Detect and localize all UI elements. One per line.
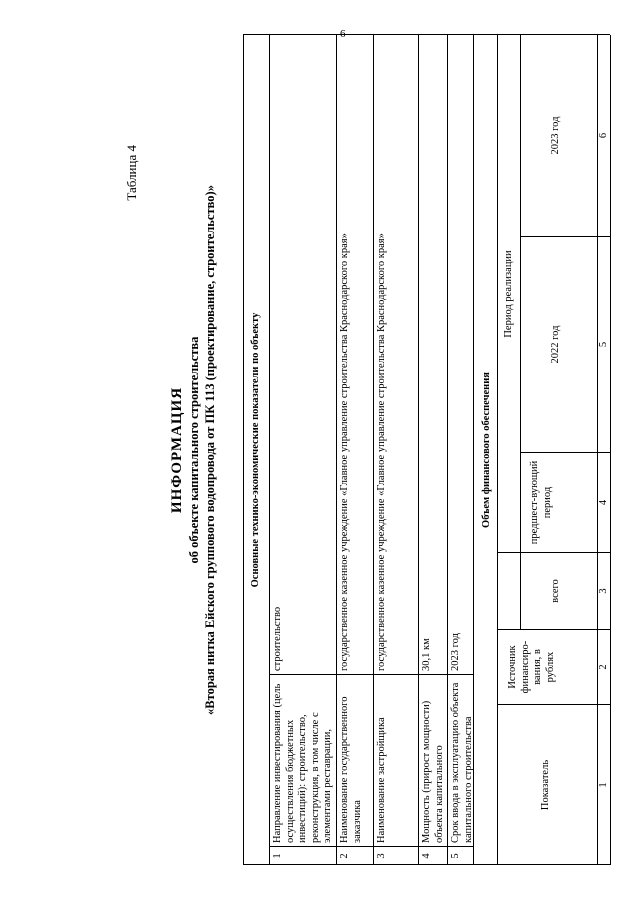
row-label: Мощность (прирост мощности) объекта капитального	[421, 700, 445, 843]
page-number: 6	[340, 28, 346, 40]
row-label: Наименование застройщика	[376, 717, 387, 843]
col-previous-header: предшест-вующий период	[529, 460, 553, 545]
col-2022-header: 2022 год	[550, 325, 561, 364]
object-info-table	[243, 35, 610, 865]
col-number: 4	[598, 499, 609, 506]
rotated-page-content	[120, 35, 610, 865]
row-value: 2023 год	[450, 633, 461, 671]
title-subheading: об объекте капитального строительства	[187, 336, 201, 564]
col-number: 6	[598, 132, 609, 139]
col-number: 1	[598, 782, 609, 788]
col-number: 5	[598, 341, 609, 348]
row-label: Срок ввода в эксплуатацию объекта капитального строительства	[450, 682, 473, 843]
row-value: государственное казенное учреждение «Главное управление строительства Краснодарского края»	[339, 233, 350, 671]
col-number: 3	[598, 588, 609, 594]
col-number: 2	[598, 664, 609, 670]
col-2023-header: 2023 год	[550, 116, 561, 155]
col-period-group-header: Период реализации	[503, 250, 514, 338]
row-number: 5	[450, 853, 461, 859]
table-label: Таблица 4	[124, 145, 139, 201]
col-source-header: Источник финансиро-вания, в рублях	[507, 640, 556, 694]
row-value: строительство	[272, 606, 283, 671]
title-heading: ИНФОРМАЦИЯ	[169, 386, 185, 514]
row-number: 2	[339, 853, 350, 859]
finance-section-title: Объем финансового обеспечения	[481, 372, 492, 528]
indicators-section-title: Основные технико-экономические показатели по объекту	[250, 312, 261, 588]
col-indicator-header: Показатель	[540, 759, 551, 811]
col-total-header: всего	[550, 579, 561, 603]
row-number: 1	[272, 853, 283, 859]
row-value: 30,1 км	[421, 638, 432, 671]
title-object-name: «Вторая нитка Ейского группового водопровода от ПК 113 (проектирование, строительство)»	[203, 185, 217, 715]
row-number: 3	[376, 853, 387, 859]
row-label: Направление инвестирования (цель осуществления бюджетных инвестиций): строительство, реконструкция, в том числе с элементами реставрации,	[272, 683, 333, 843]
row-label: Наименование государственного заказчика	[339, 696, 363, 843]
row-value: государственное казенное учреждение «Главное управление строительства Краснодарского края»	[376, 233, 387, 671]
document-title	[168, 35, 218, 865]
row-number: 4	[421, 853, 432, 859]
